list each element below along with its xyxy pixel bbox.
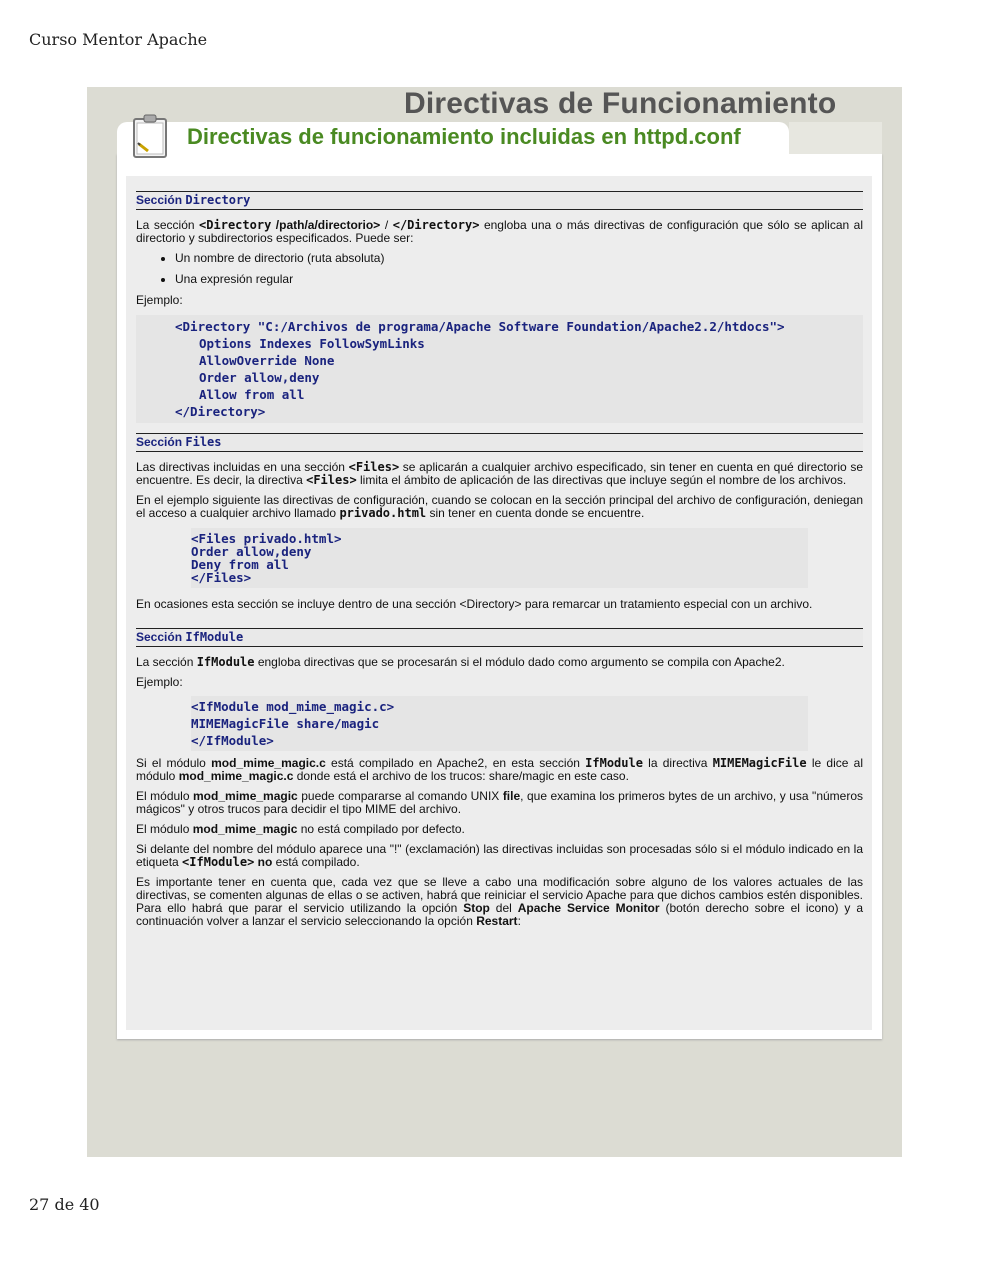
files-paragraph-3: En ocasiones esta sección se incluye dentro de una sección <Directory> para remarcar un tratamiento especial con un archivo.: [136, 597, 813, 611]
list-item: • Una expresión regular: [175, 273, 863, 286]
ifmodule-paragraph-1: La sección IfModule engloba directivas que se procesarán si el módulo dado como argumento se compila con Apache2.: [136, 655, 785, 669]
ifmodule-paragraph-6: Es importante tener en cuenta que, cada vez que se lleve a cabo una modificación sobre alguno de los valores actuales de las directivas, se comenten algunas de ellas o se activen, habrá que reiniciar el servicio Apache para que dichos cambios estén disponibles. Para ello habrá que parar el servicio utilizando la opción Stop del Apache Service Monitor (botón derecho sobre el icono) y a continuación volver a lanzar el servicio seleccionando la opción Restart:: [136, 875, 863, 928]
section-heading-ifmodule: Sección IfModule: [136, 628, 863, 647]
slide-title: Directivas de Funcionamiento: [404, 87, 837, 120]
code-line: <IfModule mod_mime_magic.c>: [191, 699, 395, 714]
code-block-files: [191, 528, 808, 588]
directory-intro: La sección <Directory /path/a/directorio> / </Directory> engloba una o más directivas de configuración que sólo se aplican al directorio y subdirectorios especificados. Puede ser:: [136, 218, 864, 245]
code-line: Deny from all: [191, 557, 289, 572]
list-item: • Un nombre de directorio (ruta absoluta): [175, 252, 863, 265]
ifmodule-paragraph-5: Si delante del nombre del módulo aparece una "!" (exclamación) las directivas incluidas son procesadas sólo si el módulo indicado en la etiqueta <IfModule> no está compilado.: [136, 842, 863, 869]
page-header: Curso Mentor Apache: [29, 30, 208, 49]
code-line: Order allow,deny: [191, 544, 312, 559]
code-line: <Files privado.html>: [191, 531, 342, 546]
directory-bullets: [136, 252, 863, 286]
ifmodule-paragraph-4: El módulo mod_mime_magic no está compilado por defecto.: [136, 822, 465, 836]
page-footer: 27 de 40: [29, 1195, 100, 1214]
content-body: [126, 176, 872, 1030]
example-label: Ejemplo:: [136, 293, 183, 307]
code-line: Allow from all: [199, 387, 305, 402]
code-line: <Directory "C:/Archivos de programa/Apache Software Foundation/Apache2.2/htdocs">: [175, 319, 785, 334]
code-line: </Files>: [191, 570, 252, 585]
clipboard-icon: [133, 114, 167, 158]
section-heading-files: Sección Files: [136, 433, 863, 452]
example-label: Ejemplo:: [136, 675, 183, 689]
ifmodule-paragraph-3: El módulo mod_mime_magic puede compararse al comando UNIX file, que examina los primeros bytes de un archivo, y usa "números mágicos" y otros trucos para decidir el tipo MIME del archivo.: [136, 789, 864, 816]
code-block-ifmodule: [191, 696, 808, 751]
ifmodule-paragraph-2: Si el módulo mod_mime_magic.c está compilado en Apache2, en esta sección IfModule la directiva MIMEMagicFile le dice al módulo mod_mime_magic.c donde está el archivo de los trucos: share/magic en este caso.: [136, 756, 864, 783]
code-line: </IfModule>: [191, 733, 274, 748]
code-line: </Directory>: [175, 404, 266, 419]
slide-subtitle: Directivas de funcionamiento incluidas en httpd.conf: [187, 124, 741, 149]
code-line: Order allow,deny: [199, 370, 320, 385]
code-line: AllowOverride None: [199, 353, 335, 368]
tab-filler: [789, 122, 882, 154]
code-line: MIMEMagicFile share/magic: [191, 716, 380, 731]
files-paragraph-1: Las directivas incluidas en una sección <Files> se aplicarán a cualquier archivo especificado, sin tener en cuenta en qué directorio se encuentre. Es decir, la directiva <Files> limita el ámbito de aplicación de las directivas que incluye según el nombre de los archivos.: [136, 460, 863, 487]
code-line: Options Indexes FollowSymLinks: [199, 336, 425, 351]
files-paragraph-2: En el ejemplo siguiente las directivas de configuración, cuando se colocan en la sección principal del archivo de configuración, deniegan el acceso a cualquier archivo llamado privado.html sin tener en cuenta donde se encuentre.: [136, 493, 863, 520]
code-block-directory: [136, 315, 863, 423]
section-heading-directory: Sección Directory: [136, 191, 863, 210]
